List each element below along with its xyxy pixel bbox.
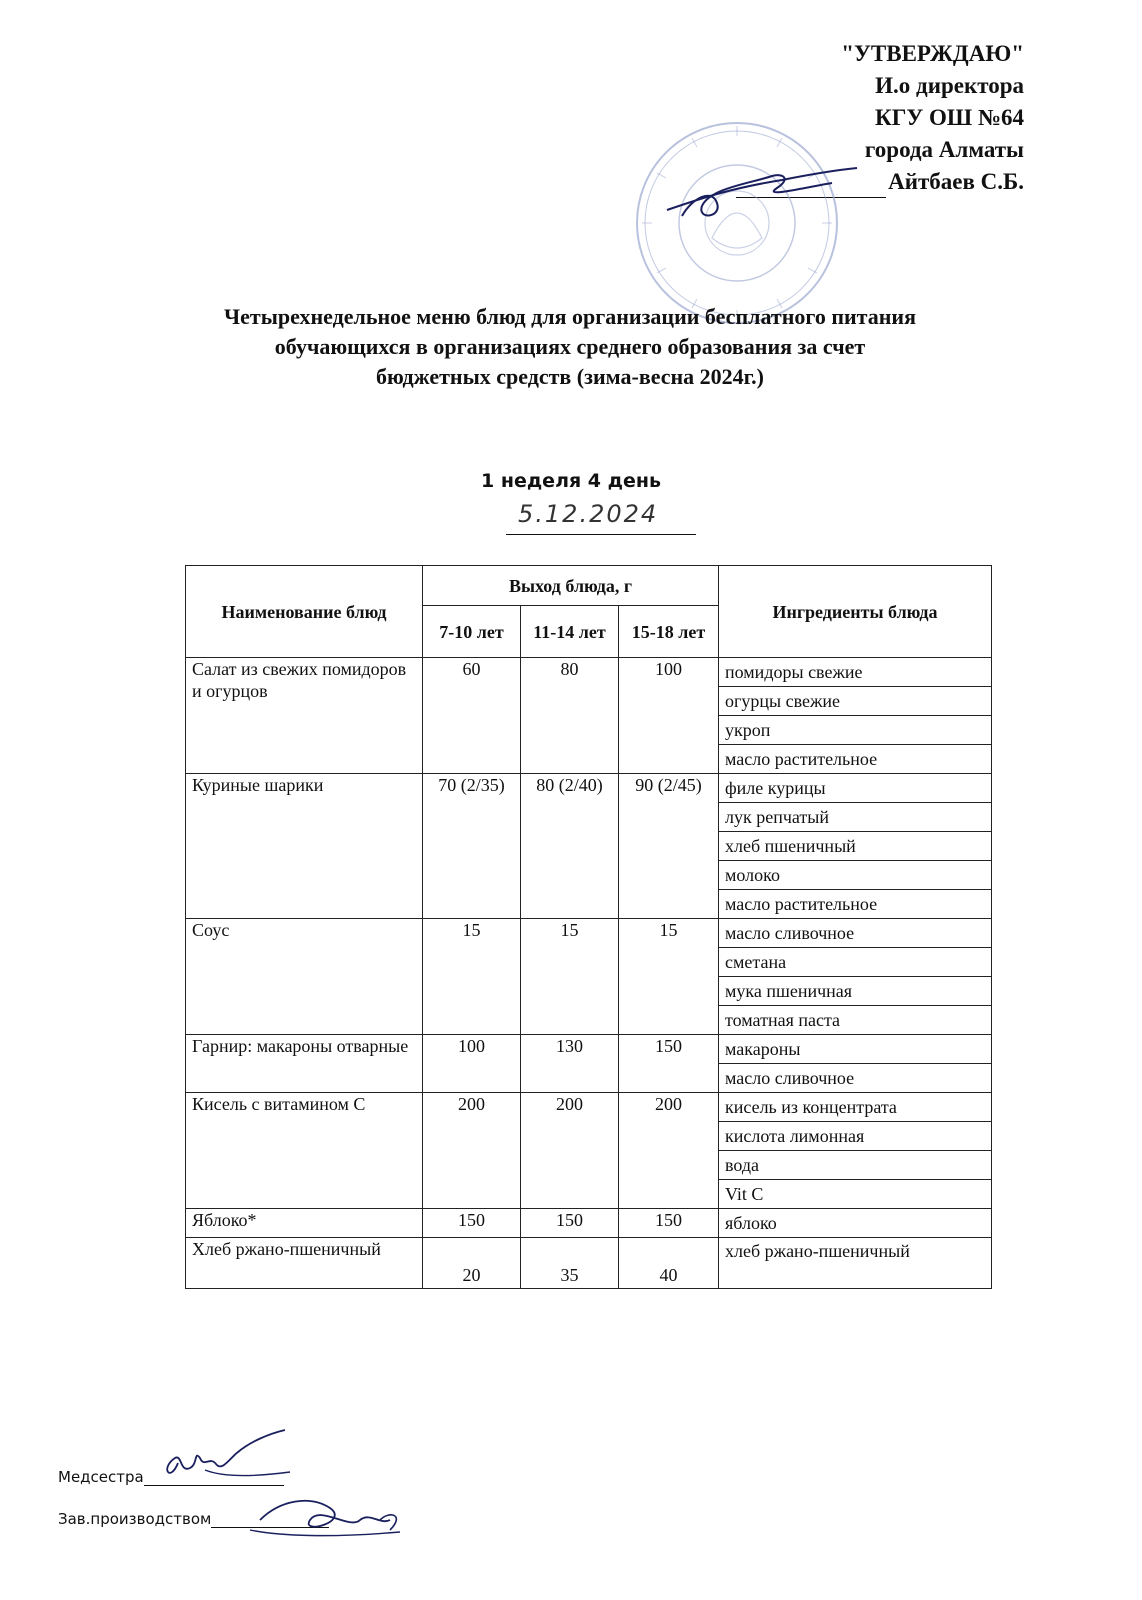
yield-15-18: 200 — [619, 1093, 719, 1209]
ingredient: укроп — [719, 716, 992, 745]
ingredient: помидоры свежие — [719, 658, 992, 687]
yield-11-14: 80 (2/40) — [521, 774, 619, 919]
ingredient: масло растительное — [719, 745, 992, 774]
yield-15-18: 40 — [619, 1238, 719, 1289]
approver-handwritten-signature — [662, 158, 862, 228]
yield-11-14: 15 — [521, 919, 619, 1035]
date-field — [506, 500, 696, 535]
yield-7-10: 15 — [423, 919, 521, 1035]
approval-heading: "УТВЕРЖДАЮ" — [841, 41, 1024, 66]
ingredient: сметана — [719, 948, 992, 977]
yield-15-18: 15 — [619, 919, 719, 1035]
approver-name: Айтбаев С.Б. — [888, 169, 1024, 194]
yield-7-10: 70 (2/35) — [423, 774, 521, 919]
dish-name: Гарнир: макароны отварные — [186, 1035, 423, 1093]
yield-7-10: 20 — [423, 1238, 521, 1289]
table-row — [186, 1035, 992, 1064]
table-row — [186, 1238, 992, 1289]
ingredient: мука пшеничная — [719, 977, 992, 1006]
approver-position: И.о директора — [875, 73, 1024, 98]
header-age-7-10: 7-10 лет — [423, 606, 521, 658]
nurse-handwritten-signature — [150, 1428, 300, 1488]
title-line-3: бюджетных средств (зима-весна 2024г.) — [375, 364, 765, 389]
yield-7-10: 100 — [423, 1035, 521, 1093]
dish-name: Хлеб ржано-пшеничный — [186, 1238, 423, 1289]
ingredient: масло сливочное — [719, 919, 992, 948]
ingredient: масло растительное — [719, 890, 992, 919]
yield-11-14: 130 — [521, 1035, 619, 1093]
table-row — [186, 774, 992, 803]
dish-name: Кисель с витамином С — [186, 1093, 423, 1209]
production-handwritten-signature — [240, 1490, 410, 1560]
handwritten-date: 5.12.2024 — [518, 500, 659, 528]
dish-name: Соус — [186, 919, 423, 1035]
ingredient: молоко — [719, 861, 992, 890]
yield-15-18: 100 — [619, 658, 719, 774]
header-yield: Выход блюда, г — [423, 566, 719, 606]
header-dish-name: Наименование блюд — [186, 566, 423, 658]
ingredient: хлеб пшеничный — [719, 832, 992, 861]
document-title — [120, 302, 1020, 392]
ingredient: хлеб ржано-пшеничный — [719, 1238, 992, 1289]
yield-15-18: 150 — [619, 1209, 719, 1238]
menu-table — [185, 565, 992, 1289]
production-label: Зав.производством — [58, 1510, 212, 1528]
yield-7-10: 200 — [423, 1093, 521, 1209]
ingredient: макароны — [719, 1035, 992, 1064]
header-ingredients: Ингредиенты блюда — [719, 566, 992, 658]
table-row — [186, 658, 992, 687]
yield-11-14: 35 — [521, 1238, 619, 1289]
yield-11-14: 200 — [521, 1093, 619, 1209]
yield-15-18: 90 (2/45) — [619, 774, 719, 919]
yield-11-14: 80 — [521, 658, 619, 774]
yield-15-18: 150 — [619, 1035, 719, 1093]
week-day-label: 1 неделя 4 день — [480, 470, 662, 492]
ingredient: филе курицы — [719, 774, 992, 803]
ingredient: кисель из концентрата — [719, 1093, 992, 1122]
ingredient: вода — [719, 1151, 992, 1180]
title-line-1: Четырехнедельное меню блюд для организации бесплатного питания — [223, 304, 916, 329]
table-row — [186, 1093, 992, 1122]
table-row — [186, 1209, 992, 1238]
yield-11-14: 150 — [521, 1209, 619, 1238]
approver-city: города Алматы — [864, 137, 1024, 162]
dish-name: Куриные шарики — [186, 774, 423, 919]
header-age-15-18: 15-18 лет — [619, 606, 719, 658]
ingredient: яблоко — [719, 1209, 992, 1238]
ingredient: огурцы свежие — [719, 687, 992, 716]
ingredient: кислота лимонная — [719, 1122, 992, 1151]
dish-name: Салат из свежих помидоров и огурцов — [186, 658, 423, 774]
dish-name: Яблоко* — [186, 1209, 423, 1238]
yield-7-10: 60 — [423, 658, 521, 774]
ingredient: Vit C — [719, 1180, 992, 1209]
nurse-label: Медсестра — [58, 1468, 144, 1486]
yield-7-10: 150 — [423, 1209, 521, 1238]
header-age-11-14: 11-14 лет — [521, 606, 619, 658]
approver-organization: КГУ ОШ №64 — [875, 105, 1024, 130]
ingredient: томатная паста — [719, 1006, 992, 1035]
table-row — [186, 919, 992, 948]
ingredient: лук репчатый — [719, 803, 992, 832]
ingredient: масло сливочное — [719, 1064, 992, 1093]
title-line-2: обучающихся в организациях среднего образования за счет — [274, 334, 866, 359]
